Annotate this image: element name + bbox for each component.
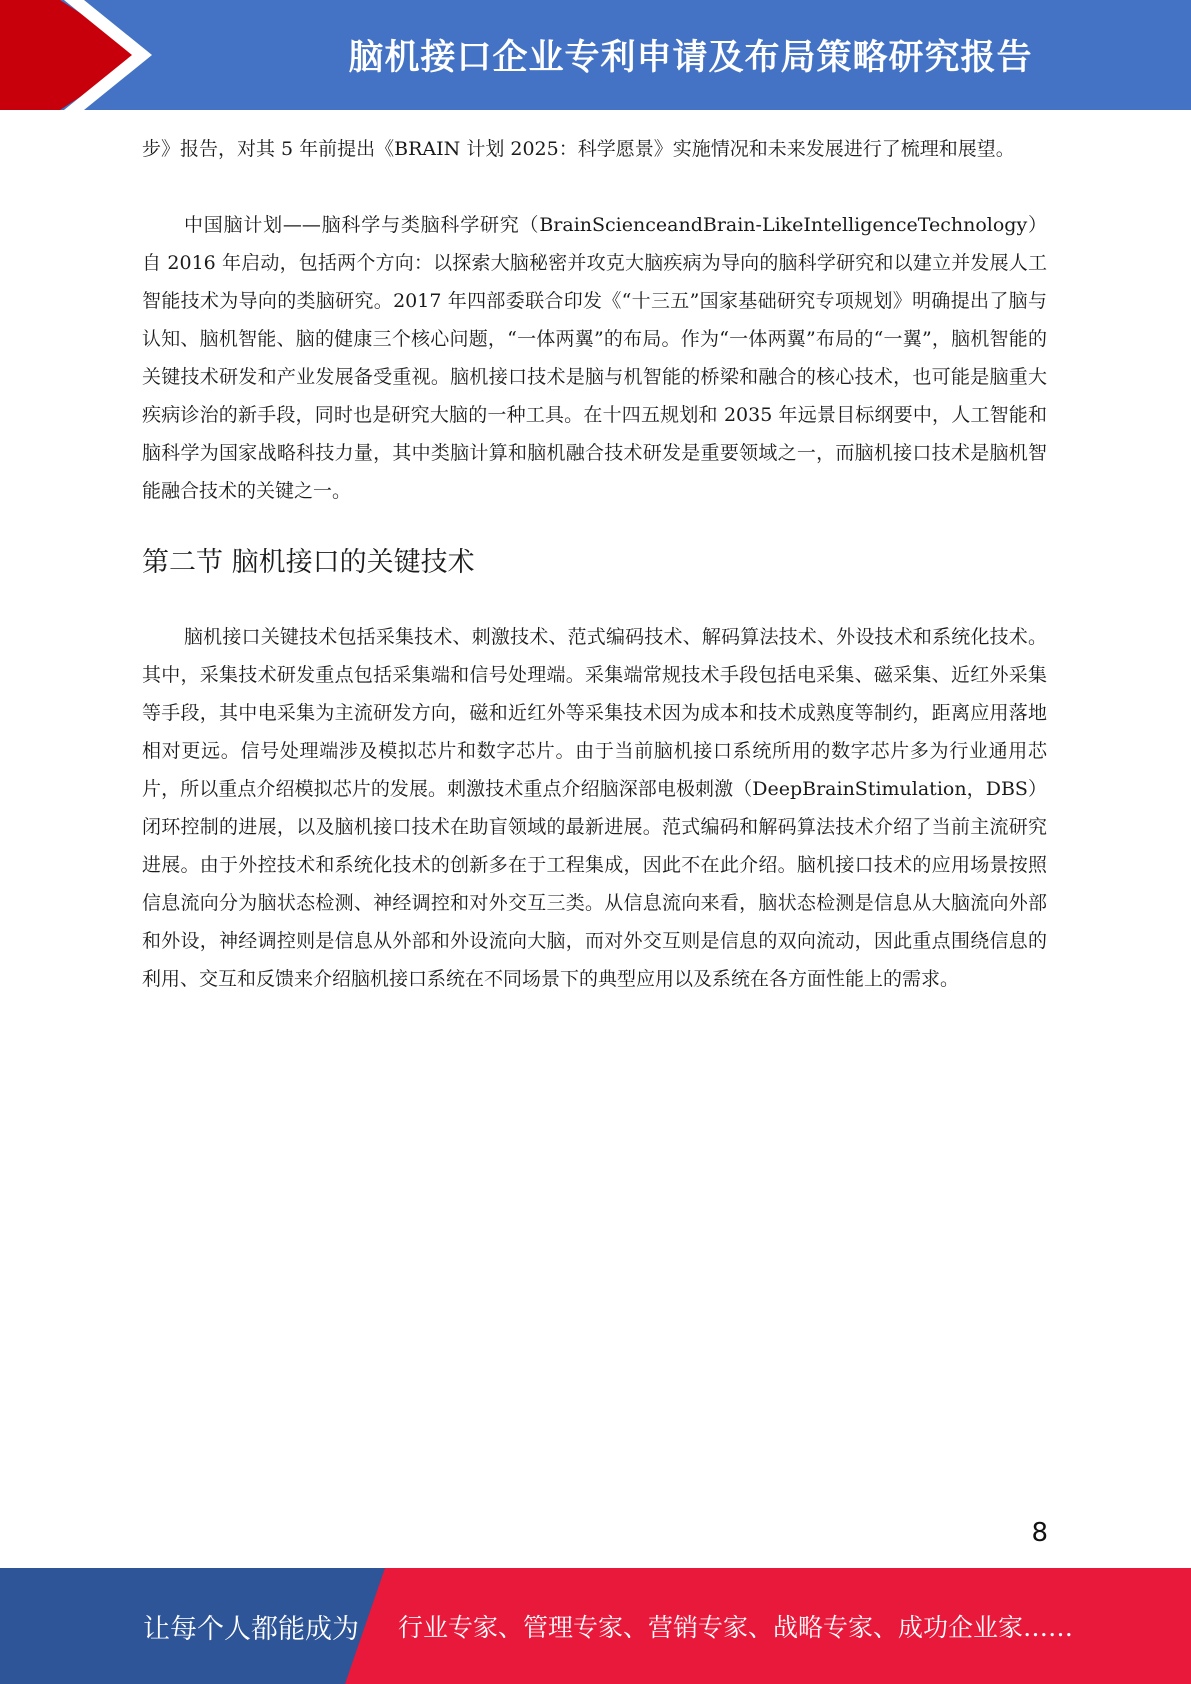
header-title: 脑机接口企业专利申请及布局策略研究报告	[348, 38, 1033, 78]
paragraph-china-brain-project: 中国脑计划——脑科学与类脑科学研究（BrainScienceandBrain-LikeIntelligenceTechnology）自 2016 年启动，包括两个方向：以探索大脑秘密并攻克大脑疾病为导向的脑科学研究和以建立并发展人工智能技术为导向的类脑研究。2017 年四部委联合印发《“十三五”国家基础研究专项规划》明确提出了脑与认知、脑机智能、脑的健康三个核心问题，“一体两翼”的布局。作为“一体两翼”布局的“一翼”，脑机智能的关键技术研发和产业发展备受重视。脑机接口技术是脑与机智能的桥梁和融合的核心技术，也可能是脑重大疾病诊治的新手段，同时也是研究大脑的一种工具。在十四五规划和 2035 年远景目标纲要中，人工智能和脑科学为国家战略科技力量，其中类脑计算和脑机融合技术研发是重要领域之一，而脑机接口技术是脑机智能融合技术的关键之一。	[142, 214, 1047, 502]
header-red-arrow	[0, 0, 145, 110]
paragraph-continued: 步》报告，对其 5 年前提出《BRAIN 计划 2025：科学愿景》实施情况和未来发展进行了梳理和展望。	[142, 138, 1015, 160]
page-footer	[0, 1568, 1191, 1684]
page-number: 8	[1031, 1518, 1048, 1548]
section-heading: 第二节 脑机接口的关键技术	[142, 547, 475, 578]
paragraph-key-technologies: 脑机接口关键技术包括采集技术、刺激技术、范式编码技术、解码算法技术、外设技术和系统化技术。其中，采集技术研发重点包括采集端和信号处理端。采集端常规技术手段包括电采集、磁采集、近红外采集等手段，其中电采集为主流研发方向，磁和近红外等采集技术因为成本和技术成熟度等制约，距离应用落地相对更远。信号处理端涉及模拟芯片和数字芯片。由于当前脑机接口系统所用的数字芯片多为行业通用芯片，所以重点介绍模拟芯片的发展。刺激技术重点介绍脑深部电极刺激（DeepBrainStimulation，DBS）闭环控制的进展，以及脑机接口技术在助盲领域的最新进展。范式编码和解码算法技术介绍了当前主流研究进展。由于外控技术和系统化技术的创新多在于工程集成，因此不在此介绍。脑机接口技术的应用场景按照信息流向分为脑状态检测、神经调控和对外交互三类。从信息流向来看，脑状态检测是信息从大脑流向外部和外设，神经调控则是信息从外部和外设流向大脑，而对外交互则是信息的双向流动，因此重点围绕信息的利用、交互和反馈来介绍脑机接口系统在不同场景下的典型应用以及系统在各方面性能上的需求。	[142, 626, 1047, 990]
footer-slogan-left: 让每个人都能成为	[143, 1613, 359, 1645]
page-header	[0, 0, 1191, 110]
document-body	[142, 130, 1047, 998]
footer-slogan-right: 行业专家、管理专家、营销专家、战略专家、成功企业家……	[398, 1613, 1074, 1642]
